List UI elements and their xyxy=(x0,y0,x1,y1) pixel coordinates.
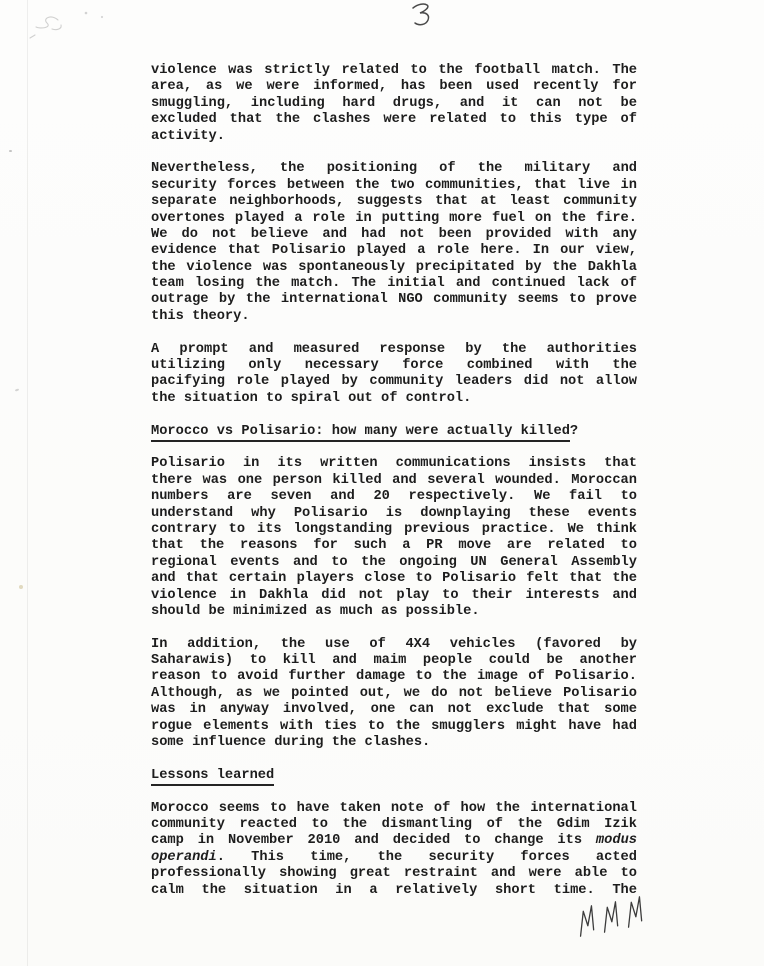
text-segment: . This time, the security forces acted xyxy=(216,849,637,865)
text-line: violence was strictly related to the football match. The xyxy=(151,63,637,78)
section-heading xyxy=(151,768,637,784)
body-paragraph xyxy=(151,342,637,408)
handwritten-initials-icon xyxy=(568,893,654,945)
text-line: separate neighborhoods, suggests that at least community xyxy=(151,194,637,210)
text-line: that the reasons for such a PR move are related to xyxy=(151,538,637,554)
text-line: We do not believe and had not been provided with any xyxy=(151,226,637,242)
scan-speck xyxy=(15,388,19,391)
text-line: overtones played a role in putting more fuel on the fire. xyxy=(151,210,637,226)
text-line: evidence that Polisario played a role here. In our view, xyxy=(151,243,637,259)
body-paragraph xyxy=(151,63,637,145)
text-line: there was one person killed and several wounded. Moroccan xyxy=(151,472,637,488)
section-heading xyxy=(151,424,637,440)
text-line: violence in Dakhla did not play to their interests and xyxy=(151,587,637,603)
text-line: the violence was spontaneously precipitated by the Dakhla xyxy=(151,259,637,275)
text-line: reason to avoid further damage to the image of Polisario. xyxy=(151,669,637,685)
text-line: professionally showing great restraint and were able to xyxy=(151,866,637,882)
text-line: utilizing only necessary force combined with the xyxy=(151,358,637,374)
text-line xyxy=(151,850,637,866)
text-line: calm the situation in a relatively short time. The xyxy=(151,882,637,898)
heading-underlined-text: Lessons learned xyxy=(151,768,274,786)
text-line: should be minimized as much as possible. xyxy=(151,603,480,619)
text-line: Saharawis) to kill and maim people could be another xyxy=(151,653,637,669)
text-line: smuggling, including hard drugs, and it can not be xyxy=(151,95,637,111)
text-line: pacifying role played by community leaders did not allow xyxy=(151,374,637,390)
heading-suffix: ? xyxy=(569,423,579,439)
text-line xyxy=(151,833,637,849)
scan-smudge xyxy=(28,4,118,52)
body-paragraph xyxy=(151,801,637,899)
italic-text-segment: modus xyxy=(595,833,637,849)
text-line: Polisario in its written communications insists that xyxy=(151,456,637,472)
text-line: security forces between the two communities, that live in xyxy=(151,177,637,193)
italic-text-segment: operandi xyxy=(151,849,217,865)
text-line: was in anyway involved, one can not exclude that some xyxy=(151,702,637,718)
heading-underlined-text: Morocco vs Polisario: how many were actually killed xyxy=(151,424,570,442)
text-line: this theory. xyxy=(151,308,250,324)
text-line: community reacted to the dismantling of the Gdim Izik xyxy=(151,817,637,832)
text-segment: camp in November 2010 and decided to change its xyxy=(151,833,596,849)
body-paragraph xyxy=(151,637,637,752)
body-paragraph xyxy=(151,161,637,325)
text-line: Although, as we pointed out, we do not believe Polisario xyxy=(151,685,637,701)
text-line: the situation to spiral out of control. xyxy=(151,390,472,406)
text-line: some influence during the clashes. xyxy=(151,735,431,751)
text-line: understand why Polisario is downplaying these events xyxy=(151,505,637,521)
scan-speck xyxy=(19,585,23,589)
text-line: team losing the match. The initial and continued lack of xyxy=(151,276,637,292)
text-line: and that certain players close to Polisario felt that the xyxy=(151,571,637,587)
text-line: Nevertheless, the positioning of the military and xyxy=(151,161,637,177)
scan-speck xyxy=(9,150,12,152)
text-line: excluded that the clashes were related to this type of xyxy=(151,112,637,128)
text-line: regional events and to the ongoing UN General Assembly xyxy=(151,554,637,570)
handwritten-page-number xyxy=(411,2,433,30)
text-line: numbers are seven and 20 respectively. We fail to xyxy=(151,489,637,505)
text-line: Morocco seems to have taken note of how the international xyxy=(151,800,637,816)
body-paragraph xyxy=(151,456,637,620)
text-line: activity. xyxy=(151,128,225,144)
text-line: contrary to its longstanding previous practice. We think xyxy=(151,521,637,537)
scan-edge-line xyxy=(27,0,28,966)
text-line: rogue elements with ties to the smugglers might have had xyxy=(151,718,637,734)
text-line: outrage by the international NGO community seems to prove xyxy=(151,292,637,308)
text-line: A prompt and measured response by the authorities xyxy=(151,341,637,357)
text-line: In addition, the use of 4X4 vehicles (favored by xyxy=(151,636,637,652)
text-line: area, as we were informed, has been used recently for xyxy=(151,79,637,95)
document-body xyxy=(151,63,637,915)
